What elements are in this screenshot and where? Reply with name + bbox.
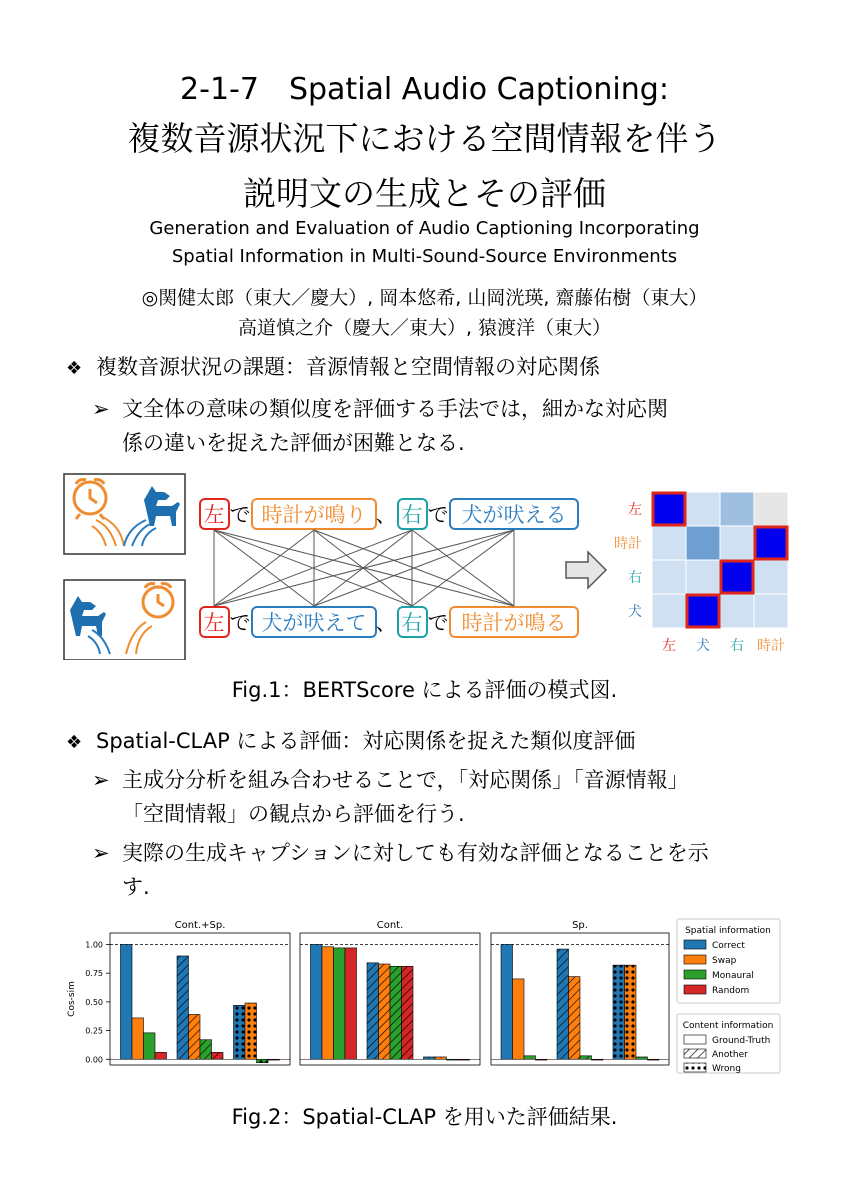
legend-swatch — [684, 985, 706, 994]
bar — [513, 979, 525, 1059]
legend-swatch — [684, 955, 706, 964]
matrix-cell — [720, 492, 754, 526]
y-tick-label: 0.50 — [85, 997, 103, 1007]
token-right: 右 — [401, 503, 423, 527]
panel-title: Cont. — [376, 920, 404, 931]
matrix-row-label: 左 — [628, 502, 642, 518]
section1-heading-text: 複数音源状況の課題：音源情報と空間情報の対応関係 — [96, 355, 600, 379]
token-de: で — [427, 611, 449, 635]
matrix-cell — [754, 594, 788, 628]
similarity-matrix — [652, 492, 788, 628]
matrix-row-label: 時計 — [614, 536, 642, 552]
bar-pattern — [625, 965, 637, 1059]
bar-pattern — [435, 1057, 447, 1059]
bar-pattern — [177, 956, 189, 1059]
bar-pattern — [402, 966, 414, 1059]
bar-pattern — [200, 1040, 212, 1060]
bar — [155, 1052, 167, 1059]
matrix-cell — [754, 492, 788, 526]
y-tick-label: 0.75 — [85, 969, 103, 979]
bar — [121, 944, 133, 1059]
token-clock-rings: 時計が鳴る — [461, 611, 567, 635]
y-tick-label: 1.00 — [85, 940, 103, 950]
bar — [144, 1033, 156, 1059]
chart-legend — [677, 919, 780, 1074]
token-dog-barks: 犬が吠えて — [261, 611, 367, 635]
matrix-cell — [720, 560, 754, 594]
token-right: 右 — [401, 611, 423, 635]
matrix-cell — [686, 560, 720, 594]
matrix-cell — [652, 492, 686, 526]
bar-pattern — [648, 1059, 660, 1060]
bar-pattern — [592, 1059, 604, 1060]
arrow-bullet-icon: ➢ — [92, 768, 110, 792]
matrix-cell — [754, 560, 788, 594]
bar-pattern — [458, 1059, 470, 1060]
matrix-row-label: 右 — [628, 570, 642, 586]
matrix-cell — [754, 526, 788, 560]
bar-pattern — [557, 949, 569, 1059]
section2-bullet1 — [92, 765, 689, 796]
section1-bullet-cont: 係の違いを捉えた評価が困難となる. — [122, 431, 465, 455]
bar-pattern — [580, 1056, 592, 1059]
bar-pattern — [424, 1057, 436, 1059]
legend-swatch — [684, 940, 706, 949]
bar-pattern — [257, 1059, 269, 1062]
fig1-diagram — [0, 470, 849, 660]
matrix-col-label: 右 — [730, 638, 744, 654]
bar — [501, 944, 513, 1059]
bar-pattern — [212, 1052, 224, 1059]
matrix-cell — [652, 594, 686, 628]
matrix-row-label: 犬 — [628, 604, 642, 620]
authors-line-1: ◎関健太郎（東大／慶大）, 岡本悠希, 山岡洸瑛, 齋藤佑樹（東大） — [141, 287, 708, 309]
bar-pattern — [245, 1003, 257, 1059]
token-de: で — [229, 611, 251, 635]
legend-swatch — [684, 1035, 706, 1044]
legend-spatial-title: Spatial information — [685, 926, 771, 936]
scene-clock-left-dog-right — [64, 474, 185, 554]
legend-swatch — [684, 1063, 706, 1072]
bar — [524, 1056, 536, 1059]
bar-pattern — [390, 966, 402, 1059]
diamond-bullet-icon: ❖ — [66, 732, 83, 753]
matrix-cell — [720, 526, 754, 560]
legend-label: Swap — [712, 956, 737, 966]
section1-bullet-line1: 文全体の意味の類似度を評価する手法では，細かな対応関 — [122, 397, 668, 421]
legend-label: Monaural — [712, 971, 754, 981]
fig1-caption: Fig.1：BERTScore による評価の模式図. — [231, 678, 618, 702]
token-de: で — [229, 503, 251, 527]
y-tick-label: 0.00 — [85, 1055, 103, 1065]
legend-swatch — [684, 1049, 706, 1058]
matrix-cell — [686, 594, 720, 628]
panel-title: Cont.+Sp. — [174, 920, 226, 931]
token-alignment-lines — [214, 530, 514, 606]
section2-bullet2 — [92, 838, 709, 869]
subtitle-line-1: Generation and Evaluation of Audio Captioning Incorporating — [149, 218, 700, 239]
section2-bullet1-line1: 主成分分析を組み合わせることで，「対応関係」「音源情報」 — [122, 768, 689, 792]
scene-dog-left-clock-right — [64, 580, 185, 660]
bar-pattern — [569, 977, 581, 1060]
matrix-cell — [652, 526, 686, 560]
y-axis-label: Cos-sim — [67, 981, 77, 1017]
legend-label: Wrong — [712, 1064, 741, 1074]
section2-bullet2-cont: す. — [122, 875, 150, 899]
diamond-bullet-icon: ❖ — [66, 358, 83, 379]
token-left: 左 — [203, 503, 225, 527]
bar — [132, 1018, 144, 1059]
bar-pattern — [367, 963, 379, 1059]
token-left: 左 — [203, 611, 225, 635]
sentence-2 — [200, 607, 578, 637]
authors-line-2: 高道慎之介（慶大／東大）, 猿渡洋（東大） — [237, 317, 612, 339]
legend-label: Another — [712, 1050, 748, 1060]
bar-pattern — [379, 964, 391, 1059]
bar-pattern — [447, 1059, 459, 1060]
bar-pattern — [234, 1005, 246, 1059]
right-arrow-icon — [566, 552, 606, 588]
token-de: で — [427, 503, 449, 527]
section1-bullet — [92, 394, 668, 425]
y-tick-label: 0.25 — [85, 1026, 103, 1036]
matrix-cell — [686, 492, 720, 526]
token-clock-rings: 時計が鳴り — [261, 503, 367, 527]
matrix-cell — [686, 526, 720, 560]
panel-title: Sp. — [572, 920, 588, 931]
title-line-2: 複数音源状況下における空間情報を伴う — [127, 119, 722, 158]
section2-heading — [66, 726, 635, 758]
fig2-caption: Fig.2：Spatial-CLAP を用いた評価結果. — [231, 1105, 618, 1129]
legend-label: Ground-Truth — [712, 1036, 771, 1046]
bar — [311, 944, 323, 1059]
section2-bullet2-line1: 実際の生成キャプションに対しても有効な評価となることを示 — [122, 841, 709, 865]
bar-pattern — [636, 1057, 648, 1059]
matrix-col-label: 時計 — [757, 638, 785, 654]
matrix-col-label: 左 — [662, 638, 676, 654]
bar-pattern — [189, 1014, 201, 1059]
bar — [345, 948, 357, 1059]
arrow-bullet-icon: ➢ — [92, 841, 110, 865]
token-comma: 、 — [375, 611, 397, 635]
matrix-cell — [720, 594, 754, 628]
matrix-cell — [652, 560, 686, 594]
bar-pattern — [613, 965, 625, 1059]
bar — [536, 1059, 548, 1060]
chart-body — [67, 920, 669, 1065]
token-dog-barks: 犬が吠える — [461, 503, 567, 527]
arrow-bullet-icon: ➢ — [92, 397, 110, 421]
matrix-col-label: 犬 — [696, 638, 710, 654]
bar-pattern — [268, 1059, 280, 1060]
bar — [334, 948, 346, 1059]
title-line-3: 説明文の生成とその評価 — [243, 174, 606, 213]
fig2-chart — [0, 915, 849, 1085]
subtitle-line-2: Spatial Information in Multi-Sound-Source Environments — [171, 246, 678, 267]
title-line-1: 2-1-7 Spatial Audio Captioning: — [180, 72, 669, 107]
bar — [322, 947, 334, 1059]
legend-swatch — [684, 970, 706, 979]
sentence-1 — [200, 499, 578, 529]
legend-label: Random — [712, 986, 750, 996]
section1-heading — [66, 352, 600, 384]
legend-label: Correct — [712, 941, 745, 951]
section2-bullet1-cont: 「空間情報」の観点から評価を行う. — [122, 802, 465, 826]
token-comma: 、 — [375, 503, 397, 527]
section2-heading-text: Spatial-CLAP による評価：対応関係を捉えた類似度評価 — [96, 729, 636, 753]
legend-content-title: Content information — [682, 1021, 774, 1031]
